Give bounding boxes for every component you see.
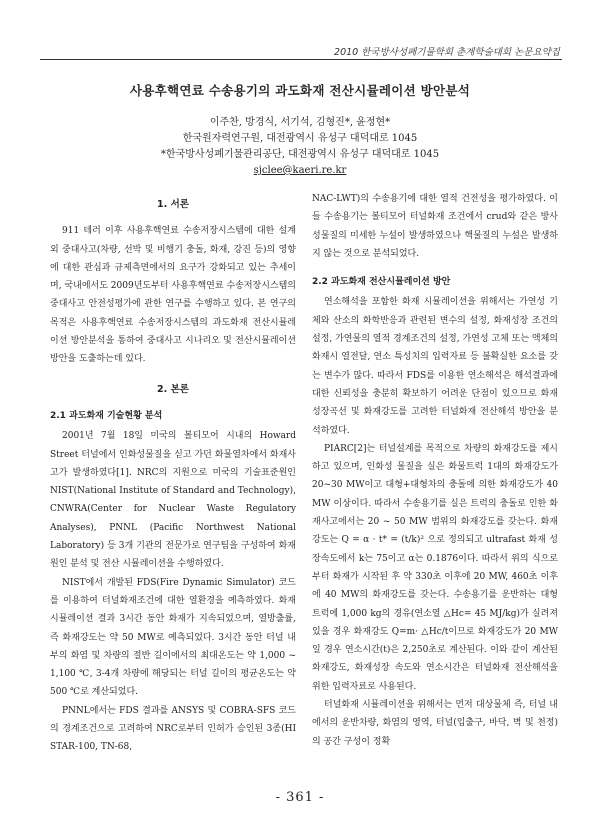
affiliation-2: *한국방사성폐기물관리공단, 대전광역시 유성구 대덕대로 1045 (160, 149, 440, 160)
affiliation-1: 한국원자력연구원, 대전광역시 유성구 대덕대로 1045 (182, 133, 418, 144)
body-paragraph-5: PIARC[2]는 터널설계를 목적으로 차량의 화재강도를 제시하고 있으며, 인화성 물질을 실은 화물트럭 1대의 화재강도가 20~30 MW이고 대형+대형차의 충돌에 의한 화재강도가 40 MW 이상이다. 따라서 수송용기를 실은 트럭의 충돌로 인한 화재사고에서는 20 ~ 50 MW 범위의 화재강도를 갖는다. 화재강도는 Q = α · t* = (t/k)² 으로 정의되고 ultrafast 화재 성장속도에서 k는 75이고 α는 0.1876이다. 따라서 위의 식으로부터 화재가 시작된 후 약 330초 이후에 20 MW, 460초 이후에 40 MW의 화재강도를 갖는다. 수송용기를 운반하는 대형 트럭에 1,000 kg의 경유(연소열 △Hc= 45 MJ/kg)가 실려져 있을 경우 화재강도 Q=m· △Hc/t이므로 화재강도가 20 MW일 경우 연소시간(t)은 2,250초로 계산된다. 이와 같이 계산된 화재강도, 화재성장 속도와 연소시간은 터널화재 전산해석을 위한 입력자료로 사용된다. (312, 443, 558, 692)
body-paragraph-3: PNNL에서는 FDS 결과를 ANSYS 및 COBRA-SFS 코드의 경계조건으로 고려하여 NRC로부터 인허가 승인된 3종(HI STAR-100, TN-68, (50, 705, 296, 753)
left-column (50, 190, 296, 757)
paper-title: 사용후핵연료 수송용기의 과도화재 전산시뮬레이션 방안분석 (129, 83, 471, 98)
header-rule (40, 59, 562, 60)
body-paragraph-6: 터널화재 시뮬레이션을 위해서는 먼저 대상물체 즉, 터널 내에서의 운반차량, 화염의 영역, 터널(입출구, 바닥, 벽 및 천정)의 공간 구성이 정확 (312, 700, 558, 747)
body-paragraph-continued: NAC-LWT)의 수송용기에 대한 열적 건전성을 평가하였다. 이들 수송용기는 볼티모어 터널화재 조건에서 crud와 같은 방사성물질의 미세한 누설이 발생하였으나 핵물질의 누설은 발생하지 않는 것으로 분석되었다. (312, 194, 558, 259)
page-number: - 361 - (275, 790, 325, 805)
section-heading-intro: 1. 서론 (157, 199, 189, 210)
author-email: sjclee@kaeri.re.kr (253, 165, 347, 176)
subsection-heading-2-1: 2.1 과도화재 기술현황 분석 (50, 410, 163, 421)
section-heading-body: 2. 본론 (157, 383, 189, 395)
author-names: 이주찬, 방경식, 서기석, 김형진*, 윤정현* (209, 117, 391, 128)
author-block (0, 115, 600, 179)
body-paragraph-1: 2001년 7월 18일 미국의 볼티모어 시내의 Howard Street 터널에서 인화성물질을 싣고 가던 화물열차에서 화재사고가 발생하였다[1]. NRC의 지원으로 미국의 기술표준원인 NIST(National Institute of Standard and Technology), CNWRA(Center for Nuclear Waste Regulatory Analyses), PNNL (Pacific Northwest National Laboratory) 등 3개 기관의 전문가로 연구팀을 구성하여 화재 원인 분석 및 전산 시뮬레이션을 수행하였다. (50, 431, 296, 570)
running-header: 2010 한국방사성폐기물학회 춘계학술대회 논문요약집 (334, 47, 560, 58)
intro-paragraph: 911 테러 이후 사용후핵연료 수송저장시스템에 대한 설계 외 중대사고(차량, 선박 및 비행기 충돌, 화재, 강진 등)의 영향에 대한 관심과 규제측면에서의 요구가 강화되고 있는 추세이며, 국내에서도 2009년도부터 사용후핵연료 수송저장시스템의 중대사고 안전성평가에 관한 연구를 수행하고 있다. 본 연구의 목적은 사용후핵연료 수송저장시스템의 과도화재 전산시뮬레이션 방안분석을 통하여 중대사고 시나리오 및 전산시뮬레이션 방안을 도출하는데 있다. (50, 226, 296, 365)
body-paragraph-2: NIST에서 개발된 FDS(Fire Dynamic Simulator) 코드를 이용하여 터널화재조건에 대한 열환경을 예측하였다. 화재 시뮬레이션 결과 3시간 동안 화재가 지속되었으며, 열방출률, 즉 화재강도는 약 50 MW로 예측되었다. 3시간 동안 터널 내부의 화염 및 차량의 절반 길이에서의 최대온도는 약 1,000 ~ 1,100 ℃, 3-4개 차량에 해당되는 터널 길이의 평균온도는 약 500 ℃로 계산되었다. (50, 577, 296, 698)
body-paragraph-4: 연소해석을 포함한 화재 시뮬레이션을 위해서는 가연성 기체와 산소의 화학반응과 관련된 변수의 설정, 화재성장 조건의 설정, 가연물의 열적 경계조건의 설정, 가연성 고체 또는 액체의 화재시 열전달, 연소 특성치의 입력자료 등 불확실한 요소를 갖는 변수가 많다. 따라서 FDS를 이용한 연소해석은 해석결과에 대한 신뢰성을 충분히 확보하기 어려운 단점이 있으므로 화재성장곡선 및 화재강도를 고려한 터널화재 전산해석 방안을 분석하였다. (312, 297, 558, 436)
subsection-heading-2-2: 2.2 과도화재 전산시뮬레이션 방안 (312, 277, 451, 288)
right-column (312, 190, 558, 751)
